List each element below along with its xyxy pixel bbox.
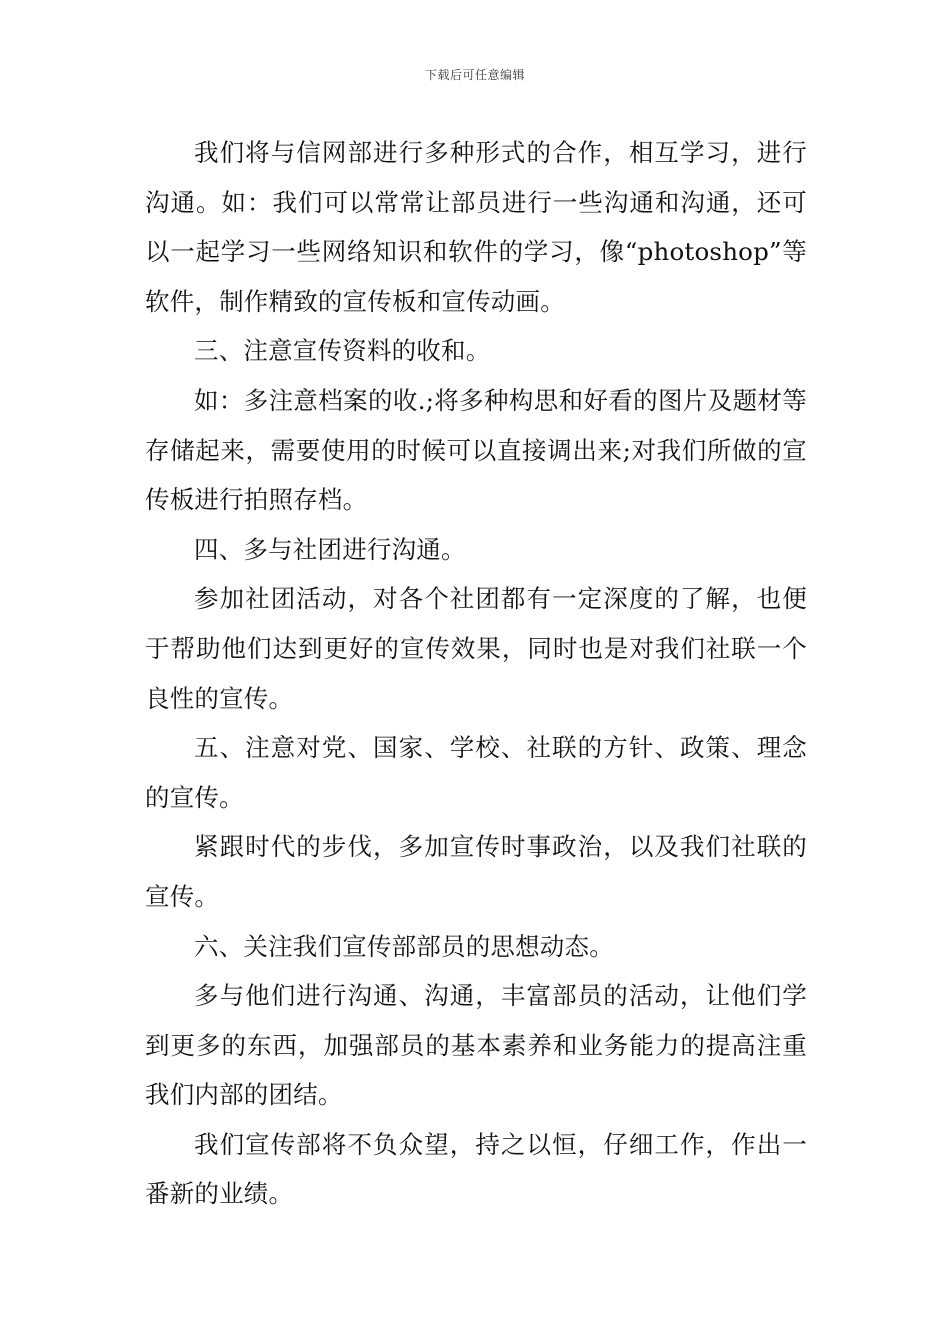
paragraph-cooperation: 我们将与信网部进行多种形式的合作，相互学习，进行沟通。如：我们可以常常让部员进行一些沟通和沟通，还可以一起学习一些网络知识和软件的学习，像“photoshop”等软件，制作精致的宣传板和宣传动画。 xyxy=(145,138,807,316)
paragraph-clubs: 参加社团活动，对各个社团都有一定深度的了解，也便于帮助他们达到更好的宣传效果，同时也是对我们社联一个良性的宣传。 xyxy=(145,584,807,713)
paragraph-times: 紧跟时代的步伐，多加宣传时事政治，以及我们社联的宣传。 xyxy=(145,832,807,911)
heading-section-4: 四、多与社团进行沟通。 xyxy=(194,534,466,564)
document-body xyxy=(145,128,807,1219)
paragraph-members: 多与他们进行沟通、沟通，丰富部员的活动，让他们学到更多的东西，加强部员的基本素养和业务能力的提高注重我们内部的团结。 xyxy=(145,981,807,1110)
paragraph-closing: 我们宣传部将不负众望，持之以恒，仔细工作，作出一番新的业绩。 xyxy=(145,1129,807,1209)
heading-section-5: 五、注意对党、国家、学校、社联的方针、政策、理念的宣传。 xyxy=(145,733,807,812)
heading-section-6: 六、关注我们宣传部部员的思想动态。 xyxy=(194,931,614,961)
heading-section-3: 三、注意宣传资料的收和。 xyxy=(194,336,491,366)
page-header-note: 下载后可任意编辑 xyxy=(424,68,525,82)
paragraph-archive: 如：多注意档案的收.;将多种构思和好看的图片及题材等存储起来，需要使用的时候可以直接调出来;对我们所做的宣传板进行拍照存档。 xyxy=(145,385,807,515)
